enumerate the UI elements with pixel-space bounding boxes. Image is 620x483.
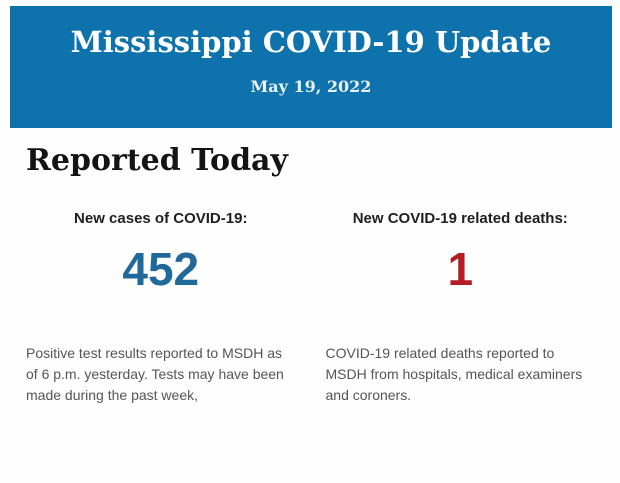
new-cases-description: Positive test results reported to MSDH as of 6 p.m. yesterday. Tests may have been made during the past week, (26, 344, 284, 403)
stat-card-new-deaths (326, 210, 596, 406)
new-cases-value: 452 (122, 242, 200, 295)
page-title: Mississippi COVID-19 Update (70, 25, 552, 59)
new-deaths-label: New COVID-19 related deaths: (352, 209, 568, 227)
section-heading: Reported Today (26, 143, 288, 178)
new-deaths-description: COVID-19 related deaths reported to MSDH from hospitals, medical examiners and coroners. (325, 344, 583, 403)
stat-card-new-cases (26, 210, 296, 406)
new-deaths-value: 1 (447, 242, 474, 295)
header-banner (10, 6, 612, 128)
report-content (0, 144, 620, 406)
new-cases-label: New cases of COVID-19: (74, 209, 248, 227)
report-date: May 19, 2022 (250, 76, 372, 96)
stats-row (26, 210, 595, 406)
